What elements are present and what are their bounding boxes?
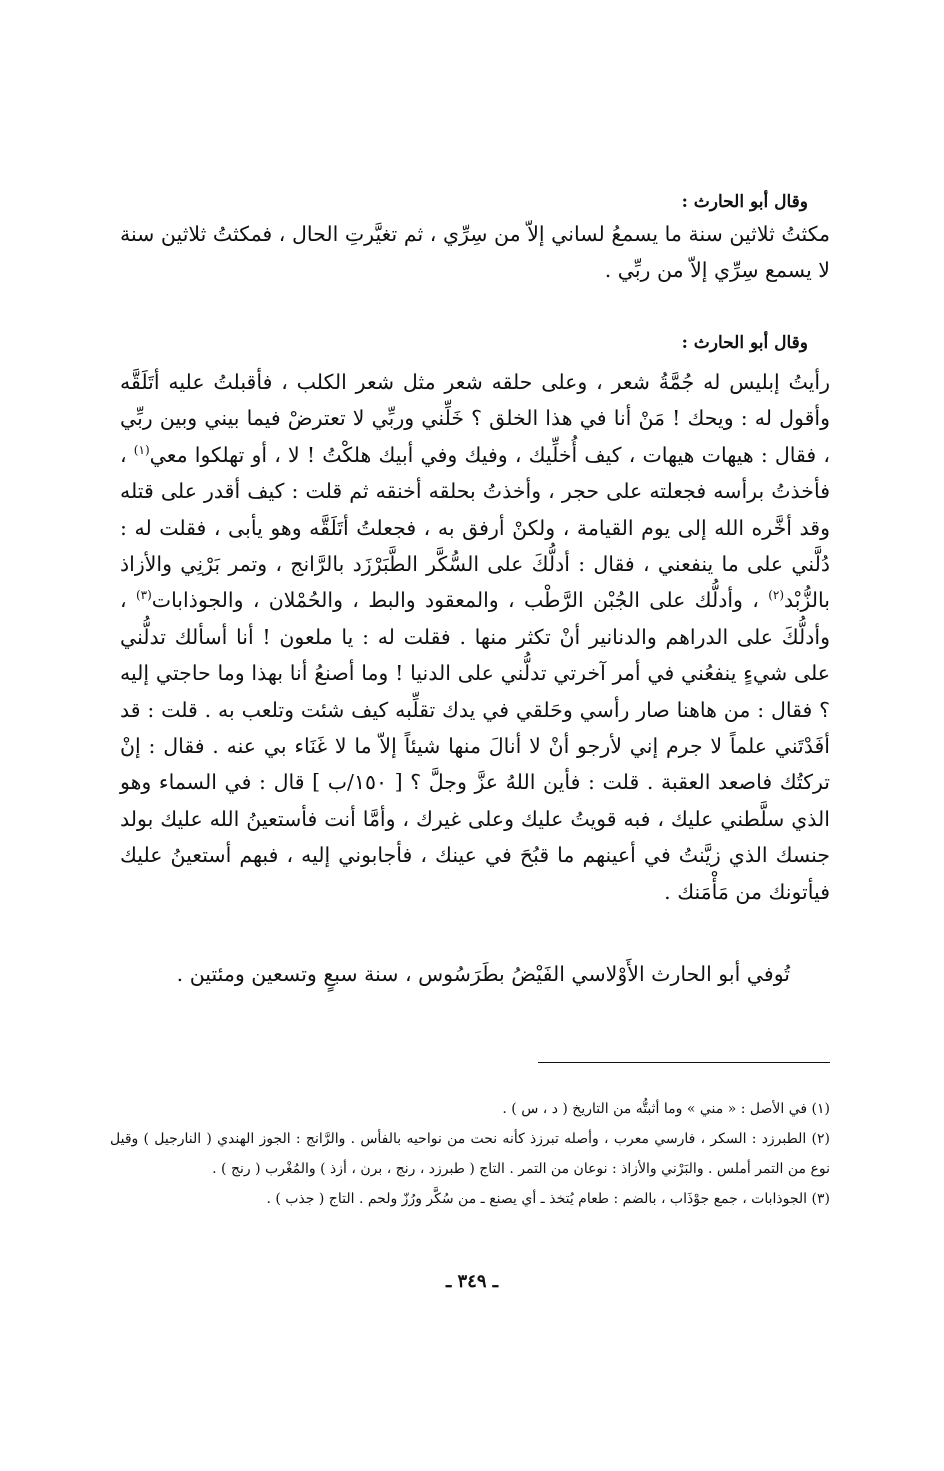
paragraph-2-part-4: ، وأدلُّكَ على الدراهم والدنانير أنْ تكثر منها . فقلت له : يا ملعون ! أنا أسألك تدلُّني على شيءٍ ينفعُني في أمر آخرتي تدلُّني على الدنيا ! وما أصنعُ أنا بهذا وما حاجتي إليه ؟ فقال : من هاهنا صار رأسي وحَلقي في يدك تقلِّبه كيف شئت وتلعب به . قلت : قد أفَدْتَني علماً لا جرم إني لأرجو أنْ لا أنالَ منها شيئاً إلاّ ما لا غَنَاء بي عنه . فقال : إنْ تركتُك فاصعد العقبة . قلت : فأين اللهُ عزَّ وجلَّ ؟ [ ١٥٠/ب ] قال : في السماء وهو الذي سلَّطني عليك ، فبه قويتُ عليك وعلى غيرك ، وأمَّا أنت فأستعينُ الله عليك بولد جنسك الذي زيَّنتُ في أعينهم ما قبُحَ في عينك ، فأجابوني إليه ، فبهم أستعينُ عليك فيأتونك من مَأْمَنك .	[120, 588, 830, 904]
footnote-2: (٢) الطبرزد : السكر ، فارسي معرب ، وأصله تبرزذ كأنه نحت من نواحيه بالفأس . والرَّانج : الجوز الهندي ( النارجيل ) وقيل نوع من التمر أملس . والبَرْني والأزاذ : نوعان من التمر . التاج ( طبرزد ، رنج ، برن ، أزذ ) والمُغْرب ( رنج ) .	[110, 1131, 830, 1177]
footnotes	[110, 1094, 830, 1214]
paragraph-2	[120, 364, 830, 910]
paragraph-1: مكثتُ ثلاثين سنة ما يسمعُ لساني إلاّ من سِرِّي ، ثم تغيَّرتِ الحال ، فمكثتُ ثلاثين سنة لا يسمع سِرِّي إلاّ من ربِّي .	[120, 222, 830, 283]
paragraph-2-part-3: ، وأدلُّك على الجُبْن الرَّطْب ، والمعقود والبط ، والحُمْلان ، والجوذابات	[151, 588, 769, 613]
paragraph-2-part-2: ، فأخذتُ برأسه فجعلته على حجر ، وأخذتُ بحلقه أخنقه ثم قلت : كيف أقدر على قتله وقد أخَّره الله إلى يوم القيامة ، ولكنْ أرفق به ، فجعلتُ أتَلَقَّه وهو يأبى ، فقلت له : دُلَّني على ما ينفعني ، فقال : أدلُّكَ على السُّكَّر الطَّبَرْزَد بالرَّانج ، وتمر بَرْنِي والأزاذ بالزُّبْد	[120, 442, 830, 613]
footnote-divider	[538, 1062, 830, 1063]
footnote-1: (١) في الأصل : « مني » وما أثبتُّه من التاريخ ( د ، س ) .	[502, 1101, 830, 1117]
page-number: ـ ٣٤٩ ـ	[445, 1271, 499, 1292]
footnote-ref-2: (٢)	[768, 588, 785, 603]
footnote-ref-1: (١)	[133, 442, 150, 457]
paragraph-3: تُوفي أبو الحارث الأَوْلاسي الفَيْضُ بطَرَسُوس ، سنة سبعٍ وتسعين ومئتين .	[176, 962, 790, 986]
footnote-3: (٣) الجوذابات ، جمع جوْذَاب ، بالضم : طعام يُتخذ ـ أي يصنع ـ من سُكَّر ورُزّ ولحم . التاج ( جذب ) .	[266, 1191, 830, 1207]
section-heading: وقال أبو الحارث :	[681, 192, 808, 212]
footnote-ref-3: (٣)	[135, 588, 152, 603]
section-heading: وقال أبو الحارث :	[681, 333, 808, 353]
paragraph-2-part-1: رأيتُ إبليس له جُمَّةُ شعر ، وعلى حلقه شعر مثل شعر الكلب ، فأقبلتُ عليه أتَلَقَّه وأقول له : ويحك ! مَنْ أنا في هذا الخلق ؟ خَلِّني وربِّي لا تعترضْ فيما بيني وبين ربِّي ، فقال : هيهات هيهات ، كيف أُخلِّيك ، وفيك وفي أبيك هلكْتُ ! لا ، أو تهلكوا معي	[120, 370, 830, 467]
